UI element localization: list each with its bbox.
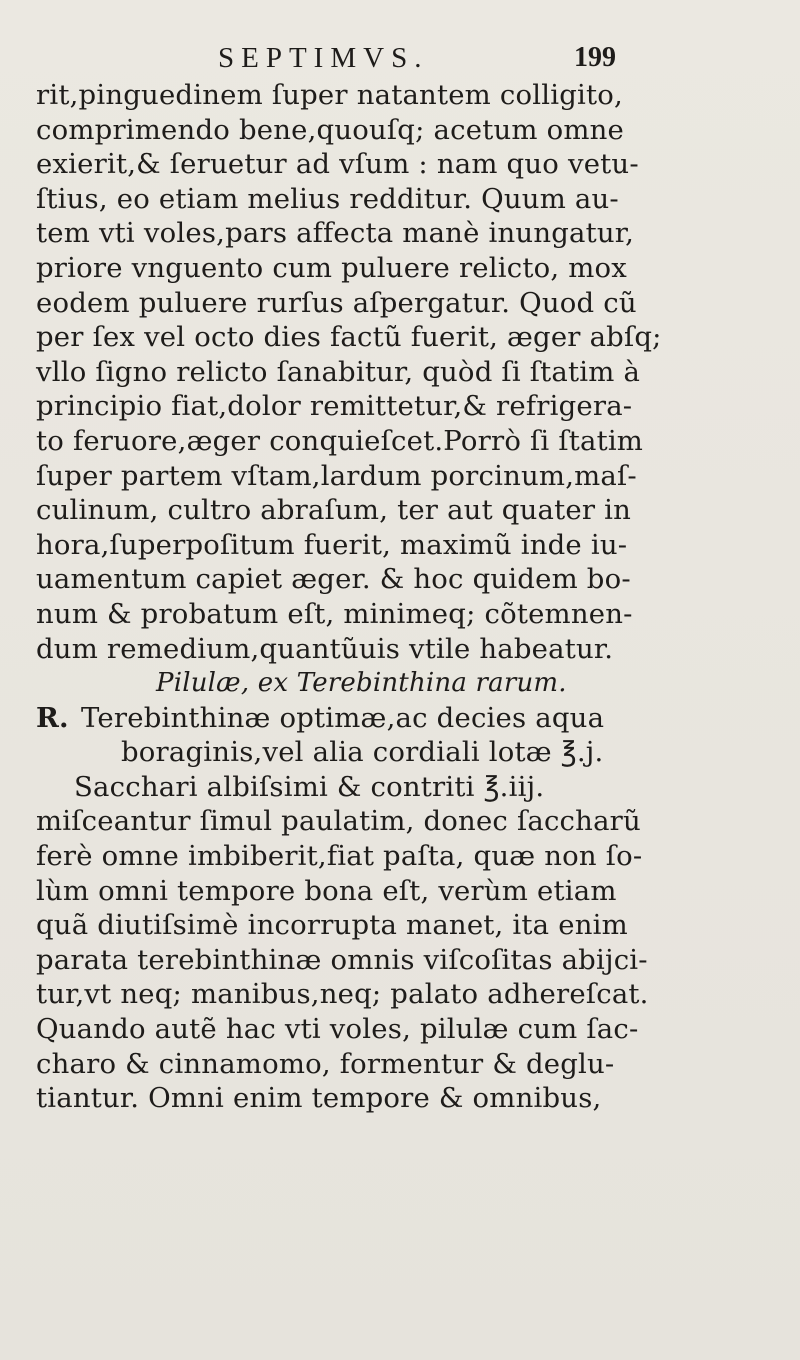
recipe-symbol: R. — [36, 701, 69, 734]
text-line: tur,vt neq; manibus,neq; palato adhereſcat. — [36, 978, 649, 1011]
text-line: Quando autẽ hac vti voles, pilulæ cum ſac- — [36, 1013, 639, 1046]
text-line: ſtius, eo etiam melius redditur. Quum au- — [36, 182, 619, 215]
recipe-line: boraginis,vel alia cordiali lotæ ℥.j. — [121, 736, 604, 769]
text-line: principio fiat,dolor remittetur,& refrigera- — [36, 390, 633, 423]
running-head — [0, 38, 800, 78]
text-line: quã diutiſsimè incorrupta manet, ita enim — [36, 909, 628, 942]
text-line: lùm omni tempore bona eſt, verùm etiam — [36, 874, 617, 907]
text-line: ferè omne imbiberit,fiat paſta, quæ non ſo- — [36, 840, 643, 873]
text-line: priore vnguento cum puluere relicto, mox — [36, 251, 627, 284]
text-line: uamentum capiet æger. & hoc quidem bo- — [36, 563, 631, 596]
text-line: vllo ſigno relicto ſanabitur, quòd ſi ſtatim à — [36, 355, 641, 388]
body-text — [36, 78, 796, 1116]
recipe-line-text: Terebinthinæ optimæ,ac decies aqua — [81, 701, 605, 734]
running-title: SEPTIMVS. — [218, 42, 429, 74]
recipe-line: Sacchari albiſsimi & contriti ℥.iij. — [74, 770, 545, 803]
text-line: eodem puluere rurſus aſpergatur. Quod cũ — [36, 286, 637, 319]
text-line: tiantur. Omni enim tempore & omnibus, — [36, 1082, 602, 1115]
text-line: rit,pinguedinem ſuper natantem colligito, — [36, 79, 623, 111]
text-line: exierit,& ſeruetur ad vſum : nam quo vetu- — [36, 148, 639, 181]
text-line: parata terebinthinæ omnis viſcoſitas abijci- — [36, 943, 648, 976]
text-line: culinum, cultro abraſum, ter aut quater in — [36, 494, 632, 527]
text-line: ſuper partem vſtam,lardum porcinum,maſ- — [36, 459, 637, 492]
text-line: hora,ſuperpoſitum fuerit, maximũ inde iu- — [36, 528, 628, 561]
recipe-title: Pilulæ, ex Terebinthina rarum. — [156, 668, 567, 699]
text-line: comprimendo bene,quouſq; acetum omne — [36, 113, 624, 146]
text-line: charo & cinnamomo, formentur & deglu- — [36, 1047, 615, 1080]
text-line: miſceantur ſimul paulatim, donec ſaccharũ — [36, 805, 641, 838]
text-line: dum remedium,quantũuis vtile habeatur. — [36, 632, 614, 665]
page-number: 199 — [574, 42, 616, 73]
text-line: to feruore,æger conquieſcet.Porrò ſi ſtatim — [36, 424, 644, 457]
recipe-line — [36, 701, 796, 736]
text-line: per ſex vel octo dies factũ fuerit, æger abſq; — [36, 321, 662, 354]
text-line: tem vti voles,pars affecta manè inungatur, — [36, 217, 635, 250]
text-line: num & probatum eſt, minimeq; cõtemnen- — [36, 597, 633, 630]
